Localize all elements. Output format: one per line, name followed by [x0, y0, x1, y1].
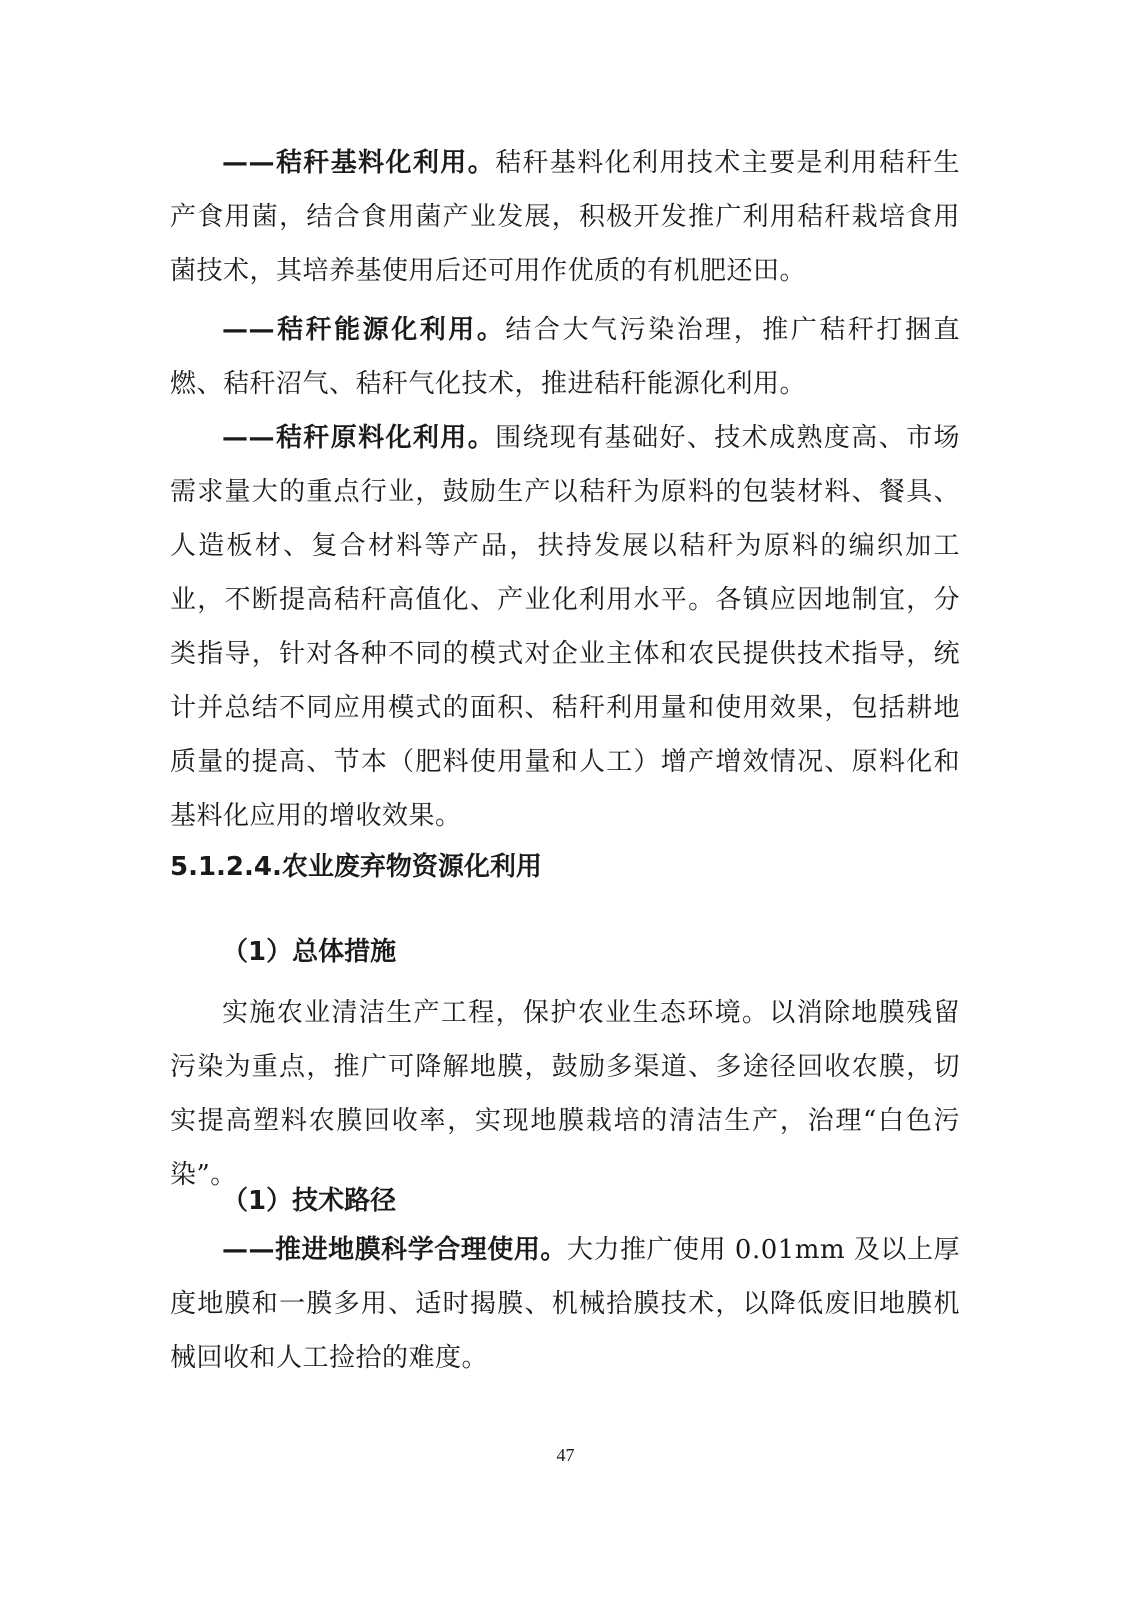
paragraph-lead: ——推进地膜科学合理使用。 — [222, 1235, 567, 1265]
paragraph-body: 围绕现有基础好、技术成熟度高、市场需求量大的重点行业，鼓励生产以秸秆为原料的包装材料、餐具、人造板材、复合材料等产品，扶持发展以秸秆为原料的编织加工业，不断提高秸秆高值化、产业化利用水平。各镇应因地制宜，分类指导，针对各种不同的模式对企业主体和农民提供技术指导，统计并总结不同应用模式的面积、秸秆利用量和使用效果，包括耕地质量的提高、节本（肥料使用量和人工）增产增效情况、原料化和基料化应用的增收效果。 — [170, 423, 960, 831]
paragraph-lead: ——秸秆能源化利用。 — [222, 315, 506, 345]
paragraph-straw-raw-material — [170, 411, 960, 843]
subheading-overall-measures: （1）总体措施 — [222, 937, 397, 967]
page-number: 47 — [556, 1445, 575, 1465]
paragraph-body: 秸秆基料化利用技术主要是利用秸秆生产食用菌，结合食用菌产业发展，积极开发推广利用秸秆栽培食用菌技术，其培养基使用后还可用作优质的有机肥还田。 — [170, 148, 960, 286]
paragraph-body: 大力推广使用 0.01mm 及以上厚度地膜和一膜多用、适时揭膜、机械拾膜技术，以降低废旧地膜机械回收和人工捡拾的难度。 — [170, 1235, 960, 1373]
paragraph-straw-substrate — [170, 136, 960, 298]
paragraph-lead: ——秸秆原料化利用。 — [222, 423, 496, 453]
paragraph-straw-energy — [170, 303, 960, 411]
subheading-technical-path: （1）技术路径 — [222, 1186, 397, 1216]
section-heading: 5.1.2.4.农业废弃物资源化利用 — [170, 852, 542, 882]
paragraph-clean-production — [170, 986, 960, 1202]
paragraph-body: 实施农业清洁生产工程，保护农业生态环境。以消除地膜残留污染为重点，推广可降解地膜，鼓励多渠道、多途径回收农膜，切实提高塑料农膜回收率，实现地膜栽培的清洁生产，治理“白色污染”。 — [170, 998, 960, 1190]
paragraph-lead: ——秸秆基料化利用。 — [222, 148, 496, 178]
paragraph-film-use — [170, 1223, 960, 1385]
paragraph-body: 结合大气污染治理，推广秸秆打捆直燃、秸秆沼气、秸秆气化技术，推进秸秆能源化利用。 — [170, 315, 960, 399]
